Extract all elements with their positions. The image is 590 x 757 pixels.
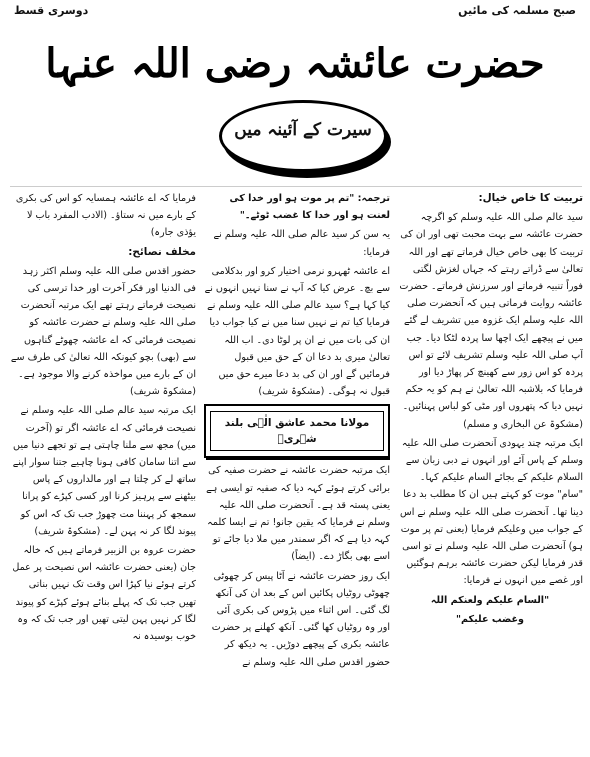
paragraph: فرمایا کہ اے عائشہ ہمسایہ کو اس کی بکری کے بارے میں نہ ستاؤ۔ (الادب المفرد باب لا یؤذی جارہ): [15, 193, 196, 239]
article-subtitle: سیرت کے آئینہ میں: [234, 120, 372, 140]
running-header-part: دوسری قسط: [14, 4, 89, 17]
paragraph: حضور اقدس صلی اللہ علیہ وسلم اکثر زہد فی الدنیا اور فکر آخرت اور خدا ترسی کی نصیحت فرماتے رہتے تھے ایک مرتبہ آنحضرت صلی اللہ علیہ وسلم نے حضرت عائشہ کو نصیحت فرمائی کہ اے عائشہ چھوٹے گناہوں سے (بھی) بچو کیونکہ اللہ تعالیٰ کی طرف سے ان کے بارے میں مواخذہ کرنے والا موجود ہے۔ (مشکوۃ شریف): [10, 265, 196, 398]
paragraph: ایک روز حضرت عائشہ نے آٹا پیس کر چھوٹی چھوٹی روٹیاں پکائیں اس کے بعد ان کی آنکھ لگ گئی۔ اس اثناء میں پڑوس کی بکری آئی اور وہ روٹیاں کھا گئی۔ آنکھ کھلنے پر حضرت عائشہ بکری کے پیچھے دوڑیں۔ یہ دیکھ کر حضور اقدس صلی اللہ علیہ وسلم نے: [211, 570, 390, 668]
article-title: حضرت عائشہ رضی اللہ عنہا: [45, 40, 545, 87]
column-left: [10, 190, 196, 750]
paragraph: حضرت عروہ بن الزبیر فرماتے ہیں کہ خالہ جان (یعنی حضرت عائشہ اس نصیحت پر عمل کرتے ہوئے نیا کپڑا اس وقت تک نہیں بناتی تھیں جب تک کہ پہلے بنائے ہوئے کپڑے کو پیوند لگا کر نہیں پہن لیتی تھیں اور جب تک کہ وہ خوب بوسیدہ نہ: [12, 545, 196, 643]
quote-line: "السام علیکم ولعنکم اللہ: [430, 594, 550, 606]
paragraph: اے عائشہ ٹھہرو نرمی اختیار کرو اور بدکلامی سے بچ۔ عرض کیا کہ آپ نے سنا نہیں انہوں نے کیا کہا ہے؟ سید عالم صلی اللہ علیہ وسلم نے فرمایا کیا تم نے نہیں سنا میں نے کیا جواب دیا ان کی بات میں نے ان پر لوٹا دی۔ اب اللہ تعالیٰ میری بد دعا ان کے حق میں قبول فرمائیں گے اور ان کی بد دعا میرے حق میں قبول نہ ہوگی۔ (مشکوۃ شریف): [204, 265, 390, 398]
paragraph: سید عالم صلی اللہ علیہ وسلم کو اگرچہ حضرت عائشہ سے بہت محبت تھی اور ان کی تربیت کا بھی خاص خیال فرماتے تھے اور اللہ تعالیٰ سے ڈراتے رہتے کہ جہاں لغزش لگتی فوراً تنبیہ فرماتے اور سرزنش فرماتے۔ حضرت عائشہ روایت فرماتی ہیں کہ آنحضرت صلی اللہ علیہ وسلم ایک غزوہ میں تشریف لے گئے میں نے پیچھے ایک اچھا سا پردہ لٹکا دیا۔ جب آپ صلی اللہ علیہ وسلم تشریف لائے تو اس پردہ کو اس زور سے کھینچ کر پھاڑ دیا اور فرمایا کہ بلاشبہ اللہ تعالیٰ نے ہم کو یہ حکم نہیں دیا کہ پتھروں اور مٹی کو لباس پہنائیں۔ (مشکوۃ عن البخاری و مسلم): [399, 212, 583, 430]
column-right: [397, 190, 583, 750]
paragraph: ایک مرتبہ سید عالم صلی اللہ علیہ وسلم نے نصیحت فرمائی کہ اے عائشہ اگر تو (آخرت میں) مجھ سے ملنا چاہتی ہے تو تجھے دنیا میں سے اتنا سامان کافی ہونا چاہیے جتنا سوار اپنے ساتھ لے کر چلتا ہے اور مالداروں کے پاس بیٹھنے سے پرہیز کرنا اور کسی کپڑے کو پرانا سمجھ کر پہننا مت چھوڑ جب تک کہ اس کو پیوند لگا کر نہ پہن لے۔ (مشکوۃ شریف): [12, 405, 196, 537]
title-divider: [10, 186, 582, 187]
column-middle: [204, 190, 390, 750]
author-byline-box: [204, 404, 390, 458]
section-heading-training: تربیت کا خاص خیال:: [478, 192, 583, 204]
section-heading-advice: مخلف نصائح:: [128, 245, 196, 258]
paragraph: ایک مرتبہ چند یہودی آنحضرت صلی اللہ علیہ وسلم کے پاس آئے اور انہوں نے دبی زبان سے السلام علیکم کے بجائے السام علیکم کہا۔ "سام" موت کو کہتے ہیں ان کا مطلب بد دعا دینا تھا۔ آنحضرت صلی اللہ علیہ وسلم نے اس کے جواب میں وعلیکم فرمایا (یعنی تم پر موت ہو) آنحضرت صلی اللہ علیہ وسلم نے تو اسی قدر فرمایا لیکن حضرت عائشہ برہم ہوگئیں اور غصے میں انہوں نے فرمایا:: [400, 437, 583, 587]
running-header-series: صبح مسلمہ کی مائیں: [458, 4, 576, 17]
quote-line: وغضب علیکم": [456, 613, 524, 625]
author-name: مولانا محمد عاشق الٰہی بلند شہریؒ: [210, 411, 384, 451]
translation-paragraph: ترجمہ: "تم پر موت ہو اور خدا کی لعنت ہو اور خدا کا غضب ٹوٹے۔": [229, 193, 390, 222]
paragraph: یہ سن کر سید عالم صلی اللہ علیہ وسلم نے فرمایا:: [213, 229, 390, 258]
paragraph: ایک مرتبہ حضرت عائشہ نے حضرت صفیہ کی برائی کرتے ہوئے کہہ دیا کہ صفیہ تو ایسی ہے یعنی پستہ قد ہے۔ آنحضرت صلی اللہ علیہ وسلم نے فرمایا کہ یقین جانو! تم نے ایسا کلمہ کہہ دیا ہے کہ اگر سمندر میں ملا دیا جائے تو اسے بھی بگاڑ دے۔ (ایضاً): [206, 465, 390, 563]
